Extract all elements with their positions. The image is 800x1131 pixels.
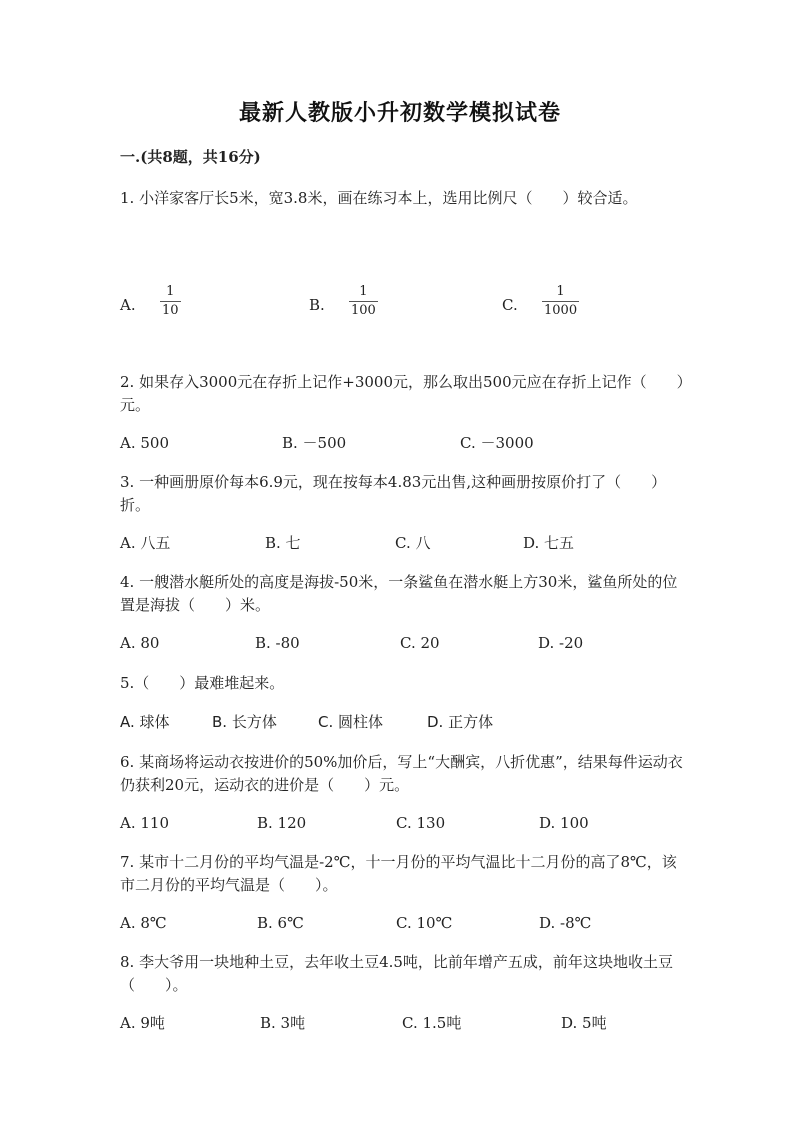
option-3d[interactable]: D. 七五 [523, 534, 575, 552]
option-2a[interactable]: A. 500 [120, 434, 169, 452]
question-7: 7. 某市十二月份的平均气温是-2℃，十一月份的平均气温比十二月份的高了8℃，该市二月份的平均气温是（ ）。 [120, 853, 677, 894]
fraction-denominator: 1000 [544, 303, 578, 318]
fraction-denominator: 100 [351, 303, 376, 318]
fraction [160, 284, 181, 319]
option-letter: B. [309, 296, 325, 314]
fraction-numerator: 1 [166, 284, 175, 299]
question-1: 1. 小洋家客厅长5米，宽3.8米，画在练习本上，选用比例尺（ ）较合适。 [120, 189, 638, 207]
option-4c[interactable]: C. 20 [400, 634, 440, 652]
fraction [349, 284, 378, 319]
fraction-numerator: 1 [359, 284, 368, 299]
option-5a[interactable]: A. 球体 [120, 713, 170, 731]
fraction-bar [160, 301, 181, 302]
question-2: 2. 如果存入3000元在存折上记作+3000元，那么取出500元应在存折上记作（ ）元。 [120, 373, 685, 414]
option-6a[interactable]: A. 110 [120, 814, 169, 832]
option-3c[interactable]: C. 八 [395, 534, 431, 552]
option-letter: A. [120, 296, 136, 314]
page-title: 最新人教版小升初数学模拟试卷 [238, 100, 561, 126]
option-8c[interactable]: C. 1.5吨 [402, 1014, 462, 1032]
option-5d[interactable]: D. 正方体 [427, 713, 494, 731]
fraction-bar [349, 301, 378, 302]
option-7d[interactable]: D. -8℃ [539, 914, 592, 932]
question-3: 3. 一种画册原价每本6.9元，现在按每本4.83元出售,这种画册按原价打了（ ）折。 [120, 473, 667, 514]
option-7b[interactable]: B. 6℃ [257, 914, 304, 932]
option-4a[interactable]: A. 80 [120, 634, 160, 652]
option-7a[interactable]: A. 8℃ [120, 914, 167, 932]
question-6: 6. 某商场将运动衣按进价的50%加价后，写上“大酬宾，八折优惠”，结果每件运动衣仍获利20元，运动衣的进价是（ ）元。 [120, 753, 683, 794]
option-6d[interactable]: D. 100 [539, 814, 589, 832]
option-2c[interactable]: C. －3000 [460, 434, 534, 452]
option-7c[interactable]: C. 10℃ [396, 914, 453, 932]
fraction-denominator: 10 [162, 303, 179, 318]
fraction-numerator: 1 [556, 284, 565, 299]
option-2b[interactable]: B. －500 [282, 434, 347, 452]
fraction [542, 284, 579, 319]
option-8a[interactable]: A. 9吨 [120, 1014, 165, 1032]
option-5c[interactable]: C. 圆柱体 [318, 713, 384, 731]
option-8b[interactable]: B. 3吨 [260, 1014, 306, 1032]
option-letter: C. [502, 296, 518, 314]
option-3b[interactable]: B. 七 [265, 534, 301, 552]
fraction-bar [542, 301, 579, 302]
section-heading: 一.(共8题，共16分) [120, 148, 261, 166]
option-5b[interactable]: B. 长方体 [212, 713, 277, 731]
question-8: 8. 李大爷用一块地种土豆，去年收土豆4.5吨，比前年增产五成，前年这块地收土豆（ ）。 [120, 953, 673, 994]
option-6c[interactable]: C. 130 [396, 814, 446, 832]
option-6b[interactable]: B. 120 [257, 814, 307, 832]
question-5: 5.（ ）最难堆起来。 [120, 674, 285, 692]
option-3a[interactable]: A. 八五 [120, 534, 171, 552]
option-8d[interactable]: D. 5吨 [561, 1014, 607, 1032]
option-4b[interactable]: B. -80 [255, 634, 300, 652]
question-4: 4. 一艘潜水艇所处的高度是海拔-50米，一条鲨鱼在潜水艇上方30米，鲨鱼所处的位置是海拔（ ）米。 [120, 573, 678, 614]
option-4d[interactable]: D. -20 [538, 634, 584, 652]
